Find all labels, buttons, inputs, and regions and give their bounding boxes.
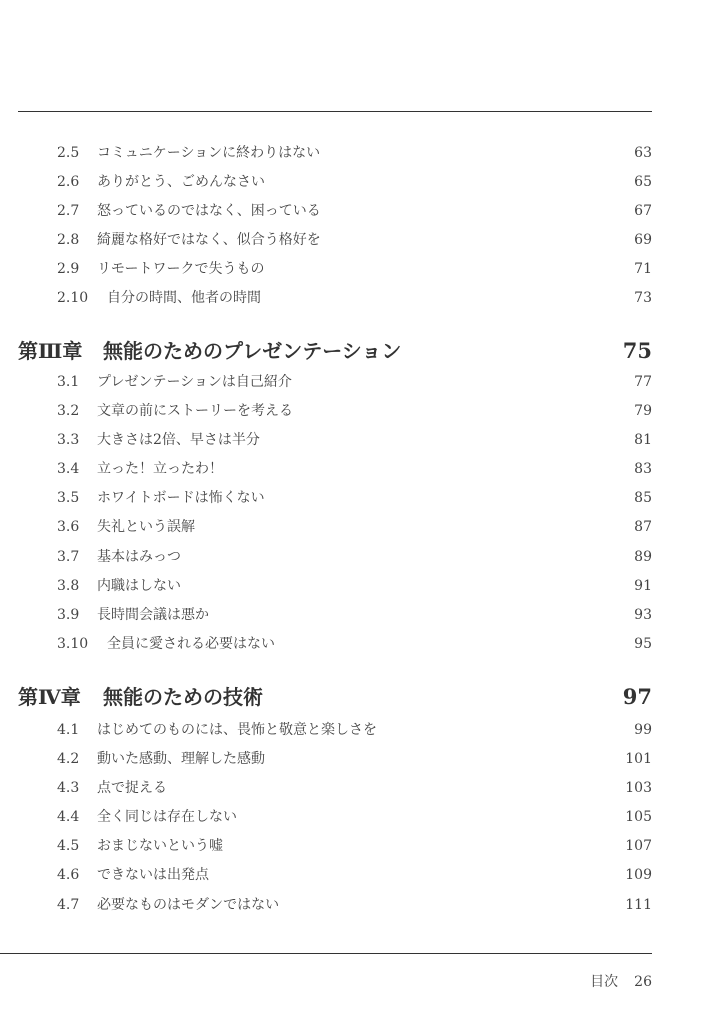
entry-page: 93 — [634, 607, 652, 623]
entry-title: 大きさは2倍、早さは半分 — [97, 431, 260, 448]
entry-title: 立った！立ったわ！ — [97, 461, 223, 478]
chapter-title: 無能のための技術 — [103, 685, 263, 709]
entry-page: 87 — [634, 519, 652, 536]
entry-page: 67 — [634, 202, 652, 219]
toc-entry[interactable] — [0, 861, 722, 890]
toc-entry[interactable] — [0, 891, 722, 920]
toc-entry[interactable] — [0, 803, 722, 832]
chapter-heading-3[interactable] — [0, 336, 722, 366]
entry-number: 3.4 — [57, 461, 80, 478]
entry-title: 綺麗な格好ではなく、似合う格好を — [97, 232, 321, 249]
chapter-page: 97 — [622, 684, 652, 709]
entry-number: 3.2 — [57, 402, 80, 419]
entry-number: 3.1 — [57, 373, 80, 390]
entry-title: はじめてのものには、畏怖と敬意と楽しさを — [97, 721, 377, 738]
toc-entry[interactable] — [0, 832, 722, 861]
entry-page: 65 — [634, 173, 652, 190]
toc-entry[interactable] — [0, 455, 722, 484]
toc-entry[interactable] — [0, 226, 722, 255]
toc-entry[interactable] — [0, 745, 722, 774]
entry-title: 怒っているのではなく、困っている — [97, 202, 321, 219]
entry-title: コミュニケーションに終わりはない — [97, 144, 321, 161]
toc-entry[interactable] — [0, 139, 722, 168]
entry-title: おまじないという嘘 — [97, 838, 223, 855]
entry-page: 99 — [634, 721, 652, 738]
entry-number: 4.6 — [57, 867, 80, 884]
entry-page: 79 — [634, 402, 652, 419]
header-rule — [18, 111, 652, 112]
entry-title: 内職はしない — [97, 577, 181, 594]
entry-title: 長時間会議は悪か — [97, 607, 209, 623]
entry-title: 失礼という誤解 — [97, 519, 195, 536]
entry-number: 3.3 — [57, 431, 80, 448]
entry-title: ありがとう、ごめんなさい — [97, 173, 265, 190]
entry-number: 4.2 — [57, 750, 80, 767]
toc-entry[interactable] — [0, 601, 722, 630]
toc-entry[interactable] — [0, 168, 722, 197]
entry-number: 2.7 — [57, 202, 80, 219]
chapter-page: 75 — [622, 338, 652, 363]
toc-entry[interactable] — [0, 284, 722, 313]
toc-entry[interactable] — [0, 774, 722, 803]
toc-list-chapter-4 — [0, 716, 722, 920]
toc-entry[interactable] — [0, 484, 722, 513]
entry-number: 3.7 — [57, 548, 80, 565]
entry-page: 89 — [634, 548, 652, 565]
page-footer — [574, 972, 652, 992]
entry-title: できないは出発点 — [97, 867, 209, 884]
entry-page: 63 — [634, 144, 652, 161]
toc-entry[interactable] — [0, 368, 722, 397]
toc-entry[interactable] — [0, 397, 722, 426]
entry-page: 83 — [634, 461, 652, 478]
footer-label: 目次 — [590, 974, 619, 990]
entry-number: 3.10 — [57, 636, 89, 653]
entry-page: 109 — [625, 867, 652, 884]
entry-title: ホワイトボードは怖くない — [97, 490, 265, 507]
entry-page: 81 — [634, 431, 652, 448]
entry-page: 107 — [625, 838, 652, 855]
toc-entry[interactable] — [0, 543, 722, 572]
entry-page: 103 — [625, 779, 652, 796]
entry-page: 105 — [625, 809, 652, 826]
entry-number: 4.1 — [57, 721, 80, 738]
entry-number: 4.4 — [57, 809, 80, 826]
entry-title: プレゼンテーションは自己紹介 — [97, 373, 292, 390]
toc-entry[interactable] — [0, 426, 722, 455]
entry-number: 3.8 — [57, 577, 80, 594]
entry-title: リモートワークで失うもの — [97, 261, 265, 278]
toc-entry[interactable] — [0, 513, 722, 542]
entry-page: 73 — [634, 290, 652, 307]
chapter-label: 第Ⅳ章 — [18, 685, 81, 709]
entry-title: 必要なものはモダンではない — [97, 896, 280, 913]
entry-title: 点で捉える — [97, 779, 167, 796]
entry-page: 95 — [634, 636, 652, 653]
entry-number: 2.10 — [57, 290, 89, 307]
entry-number: 2.5 — [57, 144, 80, 161]
entry-page: 71 — [634, 261, 652, 278]
entry-number: 4.5 — [57, 838, 80, 855]
entry-number: 4.3 — [57, 779, 80, 796]
entry-number: 3.5 — [57, 490, 80, 507]
toc-entry[interactable] — [0, 197, 722, 226]
entry-number: 2.9 — [57, 261, 80, 278]
entry-title: 動いた感動、理解した感動 — [97, 750, 265, 767]
footer-rule — [0, 953, 652, 954]
entry-number: 4.7 — [57, 896, 80, 913]
toc-list-chapter-3 — [0, 368, 722, 660]
entry-title: 文章の前にストーリーを考える — [97, 402, 293, 419]
entry-title: 自分の時間、他者の時間 — [107, 290, 261, 307]
footer-page-number: 26 — [634, 974, 652, 990]
entry-number: 3.6 — [57, 519, 80, 536]
entry-page: 101 — [625, 750, 652, 767]
entry-page: 77 — [634, 373, 652, 390]
chapter-label: 第Ⅲ章 — [18, 339, 83, 363]
entry-number: 2.8 — [57, 232, 80, 249]
chapter-title: 無能のためのプレゼンテーション — [103, 339, 402, 363]
toc-list-chapter-2 — [0, 139, 722, 314]
entry-page: 111 — [625, 896, 652, 913]
toc-entry[interactable] — [0, 255, 722, 284]
entry-title: 全く同じは存在しない — [97, 809, 237, 826]
entry-page: 91 — [634, 577, 652, 594]
toc-entry[interactable] — [0, 630, 722, 659]
entry-title: 基本はみっつ — [97, 548, 181, 565]
toc-entry[interactable] — [0, 716, 722, 745]
toc-entry[interactable] — [0, 572, 722, 601]
entry-number: 2.6 — [57, 173, 80, 190]
chapter-heading-4[interactable] — [0, 682, 722, 712]
entry-title: 全員に愛される必要はない — [107, 636, 275, 653]
entry-number: 3.9 — [57, 607, 80, 623]
entry-page: 69 — [634, 232, 652, 249]
entry-page: 85 — [634, 490, 652, 507]
